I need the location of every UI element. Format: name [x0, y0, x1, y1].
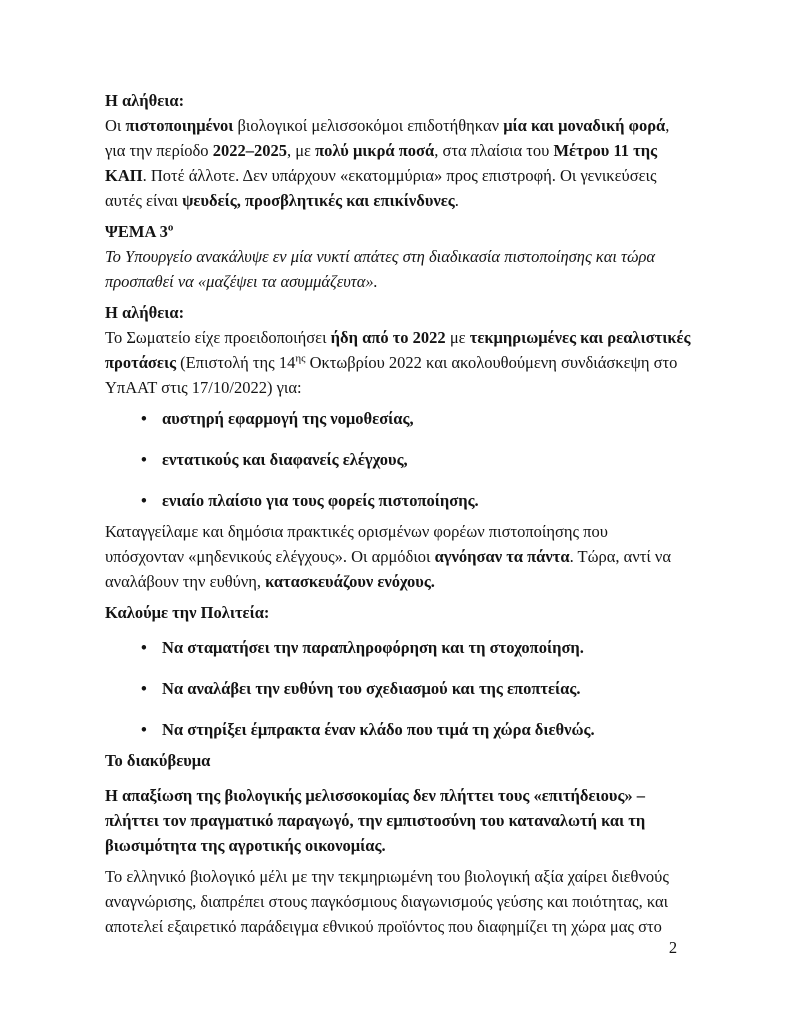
call-to-state-heading [105, 600, 691, 625]
document-body [105, 88, 691, 945]
text-run: Καταγγείλαμε και δημόσια πρακτικές ορισμένων φορέων πιστοποίησης που υπόσχονταν «μηδενικούς ελέγχους». Οι αρμόδιοι [105, 522, 608, 566]
closing-paragraph [105, 864, 691, 939]
text-run: , με [286, 141, 316, 160]
text-run: τεκμηριωμένες και ρεαλιστικές προτάσεις [105, 328, 691, 372]
text-run: αυστηρή εφαρμογή της νομοθεσίας, [162, 409, 414, 428]
proposals-list [105, 406, 691, 513]
list-item [162, 406, 691, 431]
text-run: βιολογικοί μελισσοκόμοι επιδοτήθηκαν [233, 116, 504, 135]
demands-list [105, 635, 691, 742]
truth-heading-2 [105, 300, 691, 325]
text-run: Το Υπουργείο ανακάλυψε εν μία νυκτί απάτες στη διαδικασία πιστοποίησης και τώρα προσπαθεί να «μαζέψει τα ασυμμάζευτα». [105, 247, 656, 291]
text-run: πιστοποιημένοι [125, 116, 234, 135]
text-run: ενιαίο πλαίσιο για τους φορείς πιστοποίησης. [162, 491, 479, 510]
text-run: Η αλήθεια: [105, 303, 185, 322]
text-run: (Επιστολή της 14 [176, 353, 296, 372]
page-number: 2 [668, 938, 678, 957]
text-run: κατασκευάζουν ενόχους. [265, 572, 435, 591]
text-run: ήδη από το 2022 [330, 328, 446, 347]
text-run: ο [167, 221, 174, 234]
list-item [162, 676, 691, 701]
text-run: Οι [105, 116, 126, 135]
text-run: . Ποτέ άλλοτε. Δεν υπάρχουν «εκατομμύρια» προς επιστροφή. Οι γενικεύσεις αυτές είναι [105, 166, 657, 210]
lie-3-claim [105, 244, 691, 294]
truth-heading-1 [105, 88, 691, 113]
text-run: με [445, 328, 470, 347]
text-run: , στα πλαίσια του [434, 141, 554, 160]
text-run: Το Σωματείο είχε προειδοποιήσει [105, 328, 331, 347]
text-run: . Τώρα, αντί να αναλάβουν την ευθύνη, [105, 547, 672, 591]
text-run: Η απαξίωση της βιολογικής μελισσοκομίας δεν πλήττει τους «επιτήδειους» – πλήττει τον πραγματικό παραγωγό, την εμπιστοσύνη του καταναλωτή και τη βιωσιμότητα της αγροτικής οικονομίας. [105, 786, 646, 855]
text-run: μία και μοναδική φορά [503, 116, 666, 135]
list-item [162, 635, 691, 660]
text-run: . [454, 191, 459, 210]
text-run: Μέτρου 11 της ΚΑΠ [105, 141, 658, 185]
text-run: αγνόησαν τα πάντα [434, 547, 570, 566]
text-run: Να στηρίξει έμπρακτα έναν κλάδο που τιμά τη χώρα διεθνώς. [162, 720, 595, 739]
text-run: εντατικούς και διαφανείς ελέγχους, [162, 450, 408, 469]
complaint-paragraph [105, 519, 691, 594]
text-run: ης [295, 352, 306, 365]
text-run: Να σταματήσει την παραπληροφόρηση και τη στοχοποίηση. [162, 638, 584, 657]
text-run: , για την περίοδο [105, 116, 670, 160]
stakes-heading [105, 748, 691, 773]
text-run: ψευδείς, προσβλητικές και επικίνδυνες [182, 191, 455, 210]
truth-paragraph-1 [105, 113, 691, 213]
text-run: ΨΕΜΑ 3 [105, 222, 168, 241]
text-run: Οκτωβρίου 2022 και ακολουθούμενη συνδιάσκεψη στο ΥπΑΑΤ στις 17/10/2022) για: [105, 353, 678, 397]
text-run: Το ελληνικό βιολογικό μέλι με την τεκμηριωμένη του βιολογική αξία χαίρει διεθνούς αναγνώρισης, διαπρέπει στους παγκόσμιους διαγωνισμούς γεύσης και ποιότητας, και αποτελεί εξαιρετικό παράδειγμα εθνικού προϊόντος που διαφημίζει τη χώρα μας στο [105, 867, 669, 936]
list-item [162, 488, 691, 513]
text-run: 2022–2025 [212, 141, 287, 160]
text-run: Η αλήθεια: [105, 91, 185, 110]
truth-paragraph-2 [105, 325, 691, 400]
text-run: Καλούμε την Πολιτεία: [105, 603, 270, 622]
lie-3-heading [105, 219, 691, 244]
stakes-paragraph [105, 783, 691, 858]
text-run: πολύ μικρά ποσά [315, 141, 435, 160]
text-run: Να αναλάβει την ευθύνη του σχεδιασμού και της εποπτείας. [162, 679, 581, 698]
text-run: Το διακύβευμα [105, 751, 211, 770]
list-item [162, 447, 691, 472]
list-item [162, 717, 691, 742]
